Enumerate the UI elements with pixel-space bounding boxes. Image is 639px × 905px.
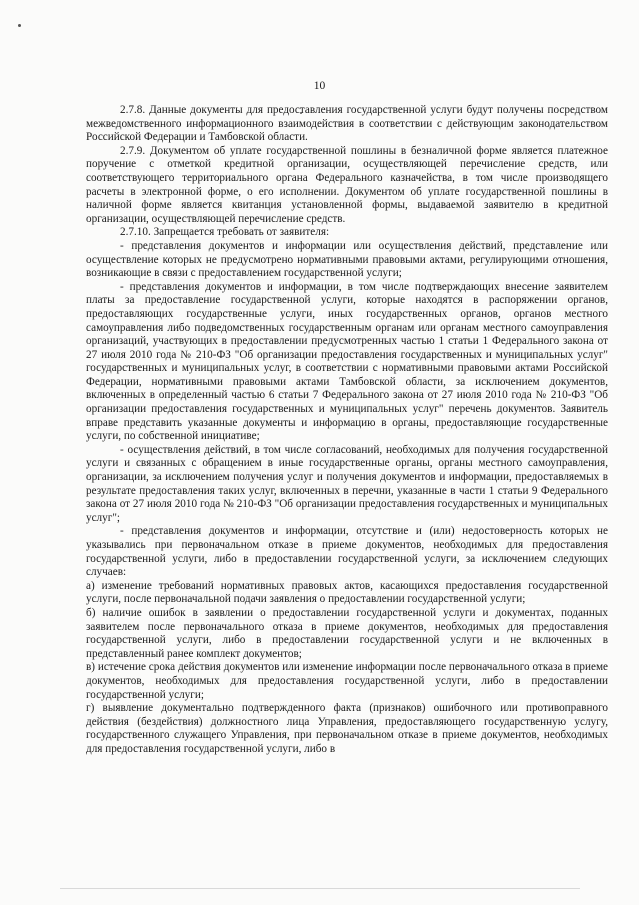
page-number: 10 [313,80,326,92]
paragraph: - представления документов и информации, в том числе подтверждающих внесение заявителем платы за предоставление государственной услуги, которые находятся в распоряжении органов, предоставляющих государственные услуги, иных государственных органов, органов местного самоуправления либо подведомственных государственным органам или органам местного самоуправления организаций, участвующих в предоставлении предусмотренных частью 1 статьи 1 Федерального закона от 27 июля 2010 года № 210-ФЗ "Об организации предоставления государственных и муниципальных услуг" государственных и муниципальных услуг, в соответствии с нормативными правовыми актами Российской Федерации, нормативными правовыми актами Тамбовской области, за исключением документов, включенных в определенный частью 6 статьи 7 Федерального закона от 27 июля 2010 года № 210-ФЗ "Об организации предоставления государственных и муниципальных услуг" перечень документов. Заявитель вправе представить указанные документы и информацию в органы, предоставляющие государственные услуги, по собственной инициативе; [86,280,608,443]
document-body [86,104,608,757]
paragraph: - представления документов и информации или осуществления действий, представление или осуществление которых не предусмотрено нормативными правовыми актами, регулирующими отношения, возникающие в связи с предоставлением государственной услуги; [86,239,608,280]
list-item: б) наличие ошибок в заявлении о предоставлении государственной услуги и документах, поданных заявителем после первоначального отказа в приеме документов, необходимых для предоставления государственной услуги, либо в предоставлении государственной услуги и не включенных в представленный ранее комплект документов; [86,606,608,660]
paragraph: 2.7.9. Документом об уплате государственной пошлины в безналичной форме является платежное поручение с отметкой кредитной организации, осуществляющей перечисление средств, или соответствующего территориального органа Федерального казначейства, в том числе производящего расчеты в электронной форме, о его исполнении. Документом об уплате государственной пошлины в наличной форме является квитанция установленной формы, выдаваемой заявителю в кредитной организации, осуществляющей перечисление средств. [86,144,608,225]
paragraph: 2.7.10. Запрещается требовать от заявителя: [120,226,330,239]
scan-edge-line [60,888,580,889]
paragraph: 2.7.8. Данные документы для предоставления государственной услуги будут получены посредством межведомственного информационного взаимодействия в соответствии с действующим законодательством Российской Федерации и Тамбовской области. [86,104,608,144]
scan-speck [18,24,21,27]
list-item: а) изменение требований нормативных правовых актов, касающихся предоставления государственной услуги, после первоначальной подачи заявления о предоставлении государственной услуги; [86,579,608,606]
list-item: г) выявление документально подтвержденного факта (признаков) ошибочного или противоправного действия (бездействия) должностного лица Управления, предоставляющего государственную услугу, государственного служащего Управления, при первоначальном отказе в приеме документов, необходимых для предоставления государственной услуги, либо в [86,702,608,755]
paragraph: - представления документов и информации, отсутствие и (или) недостоверность которых не указывались при первоначальном отказе в приеме документов, необходимых для предоставления государственной услуги, либо в предоставлении государственной услуги, за исключением следующих случаев: [86,525,608,579]
list-item: в) истечение срока действия документов или изменение информации после первоначального отказа в приеме документов, необходимых для предоставления государственной услуги, либо в предоставлении государственной услуги; [86,661,608,701]
paragraph: - осуществления действий, в том числе согласований, необходимых для получения государственной услуги и связанных с обращением в иные государственные органы, органы местного самоуправления, организации, за исключением получения услуг и получения документов и информации, предоставляемых в результате предоставления таких услуг, включенных в перечни, указанные в части 1 статьи 9 Федерального закона от 27 июля 2010 года № 210-ФЗ "Об организации предоставления государственных и муниципальных услуг"; [86,443,608,524]
